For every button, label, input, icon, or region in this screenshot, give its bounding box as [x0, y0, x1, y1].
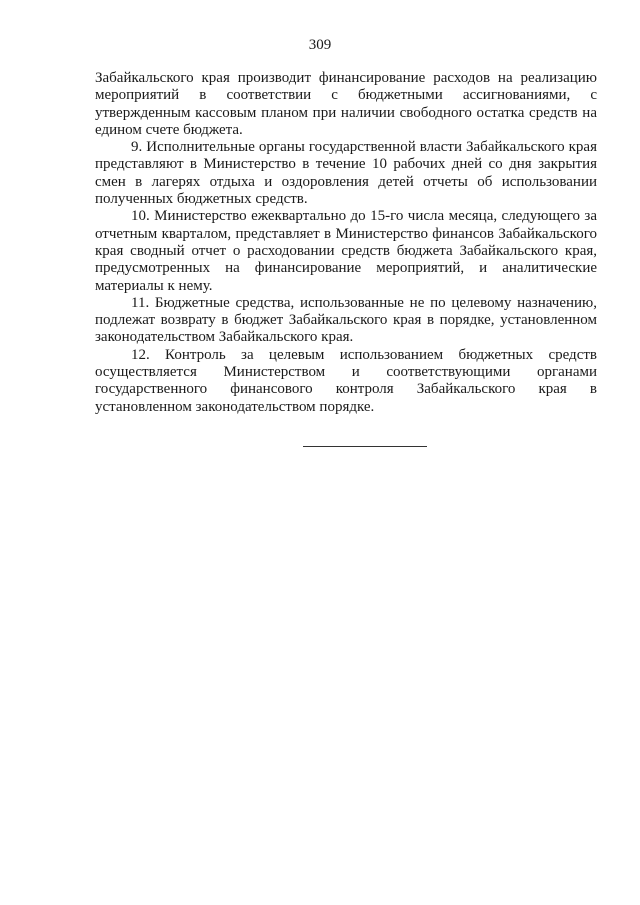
page-number: 309 [308, 37, 332, 53]
paragraph-10: 10. Министерство ежеквартально до 15-го числа месяца, следующего за отчетным кварталом, представляет в Министерство финансов Забайкальского края сводный отчет о расходовании средств бюджета Забайкальского края, предусмотренных на финансирование мероприятий, и аналитические материалы к нему. [95, 208, 597, 294]
paragraph-12: 12. Контроль за целевым использованием бюджетных средств осуществляется Министерством и соответствующими органами государственного финансового контроля Забайкальского края в установленном законодательством порядке. [95, 346, 597, 415]
paragraph-9: 9. Исполнительные органы государственной власти Забайкальского края представляют в Министерство в течение 10 рабочих дней со дня закрытия смен в лагерях отдыха и оздоровления детей отчеты об использовании полученных бюджетных средств. [95, 139, 597, 208]
paragraph-11: 11. Бюджетные средства, использованные не по целевому назначению, подлежат возврату в бюджет Забайкальского края в порядке, установленном законодательством Забайкальского края. [95, 294, 597, 346]
end-separator-line [303, 446, 427, 447]
document-body [95, 70, 597, 416]
paragraph-continuation: Забайкальского края производит финансирование расходов на реализацию мероприятий в соответствии с бюджетными ассигнованиями, с утвержденным кассовым планом при наличии свободного остатка средств на едином счете бюджета. [95, 70, 597, 138]
